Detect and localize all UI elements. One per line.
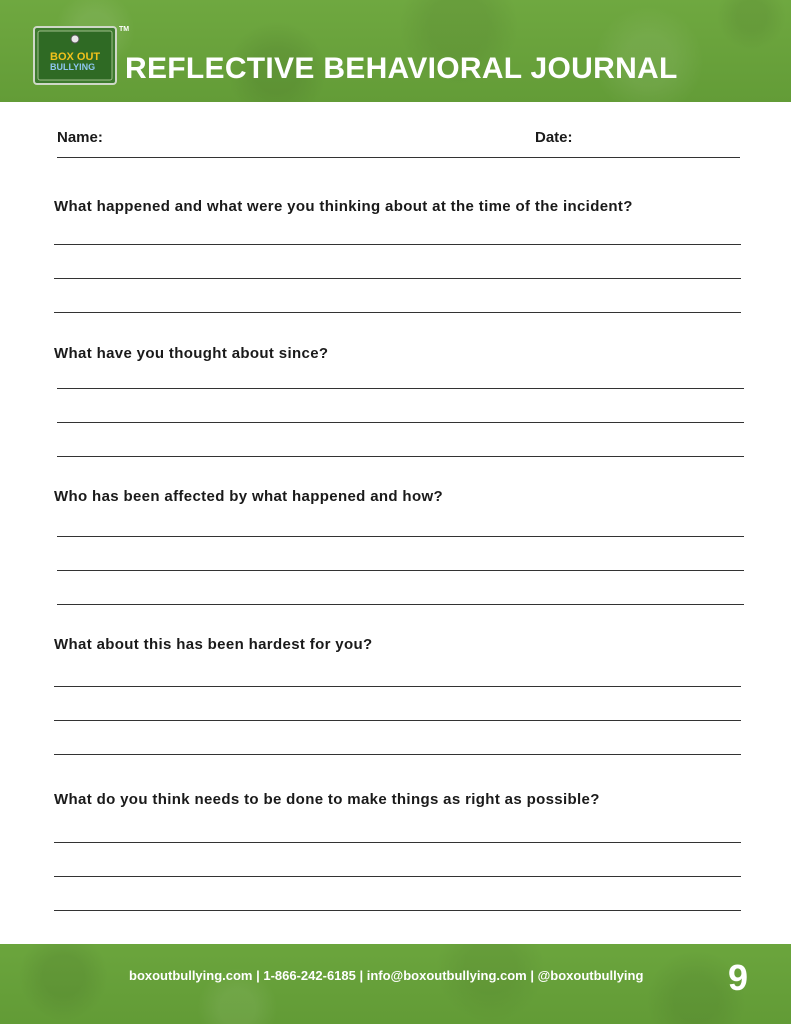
answer-line[interactable] [57, 536, 744, 537]
answer-line[interactable] [54, 910, 741, 911]
answer-line[interactable] [57, 388, 744, 389]
page-number: 9 [728, 957, 749, 998]
date-label: Date: [535, 129, 573, 146]
answer-line[interactable] [54, 312, 741, 313]
logo-text-bullying: BULLYING [50, 62, 96, 72]
question-2: What have you thought about since? [54, 345, 329, 362]
answer-line[interactable] [54, 686, 741, 687]
footer-contact-info: boxoutbullying.com | 1-866-242-6185 | info@boxoutbullying.com | @boxoutbullying [129, 968, 644, 983]
question-4: What about this has been hardest for you? [54, 636, 373, 653]
answer-line[interactable] [54, 244, 741, 245]
answer-line[interactable] [54, 278, 741, 279]
answer-line[interactable] [54, 876, 741, 877]
answer-line[interactable] [54, 842, 741, 843]
answer-line[interactable] [54, 754, 741, 755]
header-banner [0, 0, 791, 102]
answer-line[interactable] [57, 456, 744, 457]
question-3: Who has been affected by what happened and how? [54, 488, 443, 505]
logo-text-box-out: BOX OUT [50, 51, 101, 63]
page-title: REFLECTIVE BEHAVIORAL JOURNAL [125, 52, 678, 85]
answer-line[interactable] [57, 570, 744, 571]
name-label: Name: [57, 129, 103, 146]
answer-line[interactable] [57, 604, 744, 605]
footer-banner [0, 944, 791, 1024]
answer-line[interactable] [57, 422, 744, 423]
box-out-bullying-logo [33, 25, 117, 85]
name-date-line[interactable] [57, 157, 740, 158]
question-5: What do you think needs to be done to make things as right as possible? [54, 791, 600, 808]
question-1: What happened and what were you thinking about at the time of the incident? [54, 198, 633, 215]
answer-line[interactable] [54, 720, 741, 721]
trademark-mark: TM [119, 26, 130, 33]
